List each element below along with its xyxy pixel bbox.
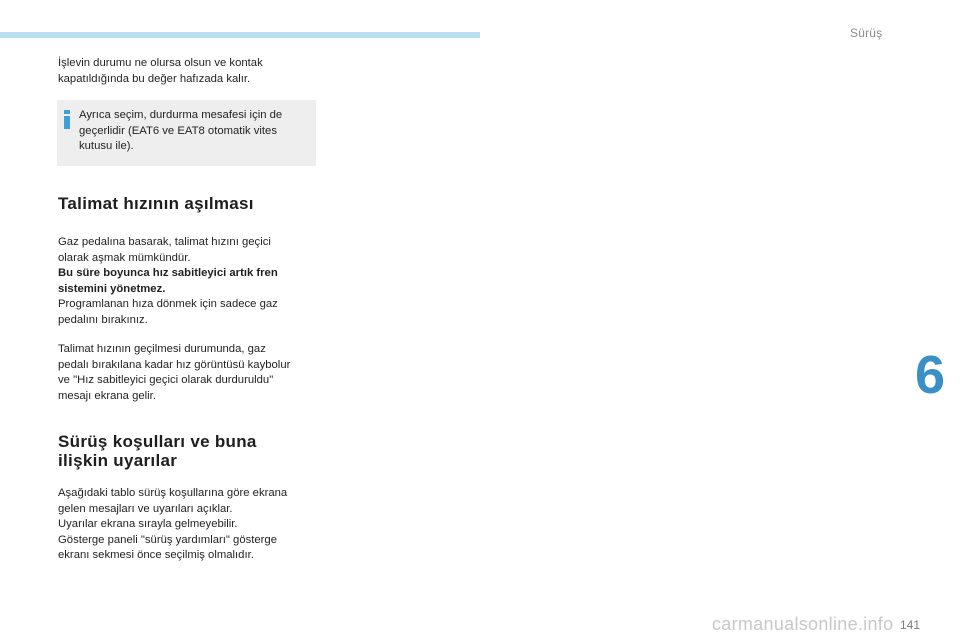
info-icon [63, 110, 71, 129]
text-line: Gaz pedalına basarak, talimat hızını geçici [58, 236, 271, 248]
text-line: mesajı ekrana gelir. [58, 389, 156, 402]
header-accent-bar [0, 32, 480, 38]
text-line: olarak aşmak mümkündür. [58, 251, 191, 264]
chapter-number: 6 [914, 345, 946, 405]
text-line: pedalı bırakılana kadar hız görüntüsü kaybolur [58, 358, 291, 371]
paragraph-accelerator [58, 235, 320, 328]
intro-line: kapatıldığında bu değer hafızada kalır. [58, 72, 251, 85]
paragraph-table-intro [58, 486, 320, 564]
paragraph-overspeed-message [58, 342, 320, 404]
text-line: Talimat hızının geçilmesi durumunda, gaz [58, 343, 266, 355]
text-line: ekranı sekmesi önce seçilmiş olmalıdır. [58, 549, 254, 561]
note-line: Ayrıca seçim, durdurma mesafesi için de [79, 109, 283, 121]
text-line: ve "Hız sabitleyici geçici olarak durduruldu" [58, 374, 274, 386]
intro-line: İşlevin durumu ne olursa olsun ve kontak [58, 57, 263, 69]
bold-line: sistemini yönetmez. [58, 282, 166, 295]
note-text [79, 108, 308, 155]
heading-line: ilişkin uyarılar [58, 451, 178, 470]
text-line: Programlanan hıza dönmek için sadece gaz [58, 298, 278, 310]
page-number: 141 [900, 618, 921, 632]
section-heading-speed-override: Talimat hızının aşılması [58, 194, 254, 213]
info-note [57, 100, 316, 166]
note-line: kutusu ile). [79, 140, 134, 152]
text-line: Aşağıdaki tablo sürüş koşullarına göre ekrana [58, 487, 288, 499]
text-line: pedalını bırakınız. [58, 313, 148, 326]
heading-line: Sürüş koşulları ve buna [58, 432, 257, 451]
note-line: geçerlidir (EAT6 ve EAT8 otomatik vites [79, 124, 277, 137]
intro-paragraph [58, 56, 320, 87]
section-heading-driving-conditions [58, 432, 320, 470]
text-line: Gösterge paneli "sürüş yardımları" gösterge [58, 533, 277, 546]
bold-line: Bu süre boyunca hız sabitleyici artık fren [58, 267, 278, 279]
watermark: carmanualsonline.info [712, 614, 894, 634]
text-line: gelen mesajları ve uyarıları açıklar. [58, 502, 233, 515]
section-title: Sürüş [850, 26, 883, 40]
main-column [58, 56, 320, 564]
text-line: Uyarılar ekrana sırayla gelmeyebilir. [58, 518, 238, 530]
